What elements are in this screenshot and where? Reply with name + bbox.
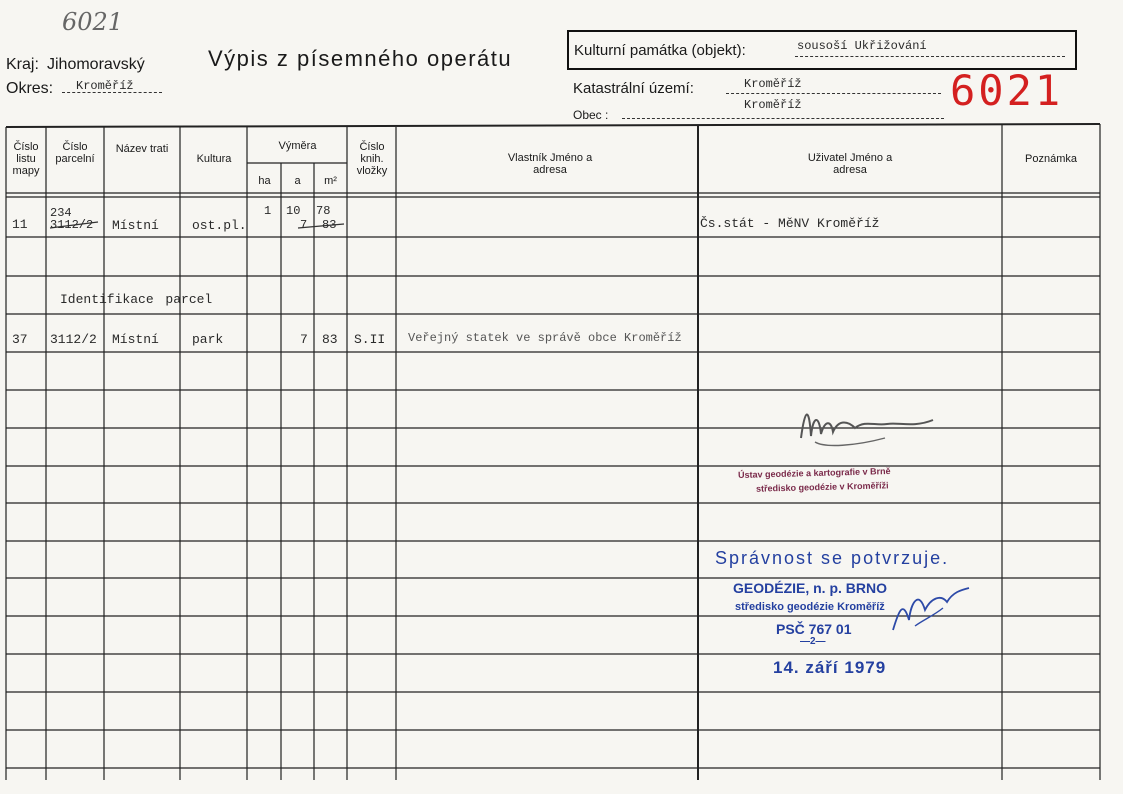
geodezie-stamp: GEODÉZIE, n. p. BRNO xyxy=(733,580,888,596)
r2-a: 7 xyxy=(300,332,308,347)
col-kultura: Kultura xyxy=(196,153,232,165)
stredisko-stamp: středisko geodézie Kroměříž xyxy=(735,601,885,613)
col-a: a xyxy=(294,175,301,187)
r2-kultura: park xyxy=(192,332,224,347)
r2-list: 37 xyxy=(12,332,28,347)
obec-value: Kroměříž xyxy=(744,98,802,112)
col-vlastnik: Vlastník Jméno a adresa xyxy=(507,152,593,176)
pamatka-value: sousoší Ukřižování xyxy=(797,39,927,53)
col-cislo-listu: Číslo listu mapy xyxy=(12,141,40,177)
date-stamp: 14. září 1979 xyxy=(773,658,887,677)
col-vymera: Výměra xyxy=(278,140,317,152)
katastralni-label: Katastrální území: xyxy=(573,80,694,97)
r2-m: 83 xyxy=(322,332,338,347)
r2-parcel: 3112/2 xyxy=(50,332,97,347)
document-number: 6021 xyxy=(950,66,1064,115)
col-cislo-parcelni: Číslo parcelní xyxy=(55,141,95,165)
kraj-value: Jihomoravský xyxy=(47,56,145,73)
r1-m-new: 78 xyxy=(316,204,331,218)
katastralni-value: Kroměříž xyxy=(744,77,802,91)
col-m2: m² xyxy=(324,175,337,187)
r2-vlozka: S.II xyxy=(354,332,386,347)
kraj-label: Kraj: xyxy=(6,56,39,73)
col-cislo-knih: Číslo knih. vložky xyxy=(356,141,388,177)
handwritten-number: 6021 xyxy=(62,8,124,36)
col-nazev-trati: Název trati xyxy=(115,143,169,155)
identifikace-label: Identifikace parcel xyxy=(60,292,213,307)
obec-label: Obec : xyxy=(573,108,609,122)
ustav-stamp-line1: Ústav geodézie a kartografie v Brně xyxy=(737,466,891,480)
col-ha: ha xyxy=(258,175,271,187)
r1-parcel-new: 234 xyxy=(50,206,72,220)
okres-label: Okres: xyxy=(6,80,54,97)
ustav-stamp-line2-text: středisko geodézie v Kroměříži xyxy=(755,480,889,494)
col-poznamka: Poznámka xyxy=(1025,153,1077,165)
psc-stamp: PSČ 767 01 xyxy=(776,621,852,637)
r1-parcel-old: 3112/2 xyxy=(50,218,94,232)
r1-m-old: 83 xyxy=(322,218,337,232)
signature-lower xyxy=(885,580,975,640)
okres-value: Kroměříž xyxy=(76,79,134,93)
r1-trat: Místní xyxy=(112,218,159,233)
pamatka-label: Kulturní památka (objekt): xyxy=(574,42,746,59)
r1-a-new: 10 xyxy=(286,204,301,218)
r1-kultura: ost.pl. xyxy=(192,218,247,233)
r2-vlastnik: Veřejný statek ve správě obce Kroměříž xyxy=(408,331,682,345)
r1-uzivatel: Čs.stát - MěNV Kroměříž xyxy=(700,216,880,231)
stamp-number: —2— xyxy=(800,636,826,647)
r1-ha: 1 xyxy=(264,204,272,218)
r1-a-old: 7 xyxy=(300,218,308,232)
r2-trat: Místní xyxy=(112,332,159,347)
col-uzivatel: Uživatel Jméno a adresa xyxy=(807,152,893,176)
signature-upper xyxy=(795,398,945,458)
r1-list: 11 xyxy=(12,217,28,232)
spravnost-stamp: Správnost se potvrzuje. xyxy=(715,548,950,568)
page-title: Výpis z písemného operátu xyxy=(208,46,513,71)
